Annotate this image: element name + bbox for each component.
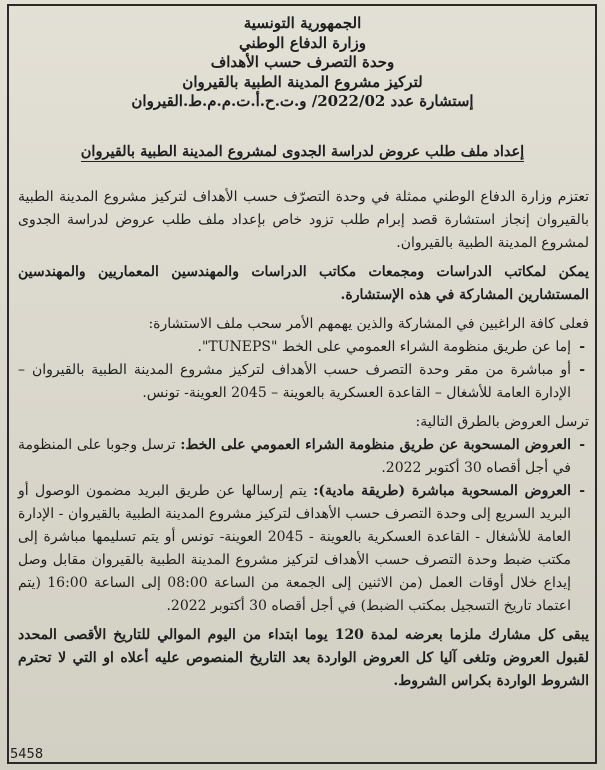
send-list xyxy=(18,434,589,618)
send-intro: ترسل العروض بالطرق التالية: xyxy=(415,414,589,430)
withdraw-list xyxy=(18,336,589,405)
send-item-text: ترسل وجوبا على المنظومة في أجل أقصاه 30 أكتوبر 2022. xyxy=(18,437,571,476)
header-consultation-number: إستشارة عدد 2022/02/ و.ت.ح.أ.ت.م.م.ط.القيروان xyxy=(131,92,474,110)
intro-paragraph: تعتزم وزارة الدفاع الوطني ممثلة في وحدة التصرّف حسب الأهداف لتركيز مشروع المدينة الطبية بالقيروان إنجاز استشارة قصد إبرام طلب تزود خاص بإعداد ملف طلب عروض لدراسة الجدوى لمشروع المدينة الطبية بالقيروان. xyxy=(18,189,589,251)
withdraw-item: - إما عن طريق منظومة الشراء العمومي على الخط "TUNEPS". xyxy=(18,336,571,359)
notice-body xyxy=(18,186,589,693)
notice-title xyxy=(0,143,605,160)
issuer-header xyxy=(0,14,605,112)
header-unit: وحدة التصرف حسب الأهداف xyxy=(210,53,395,71)
eligibility-paragraph: يمكن لمكاتب الدراسات ومجمعات مكاتب الدراسات والمهندسين المعماريين والمهندسين المستشارين المشاركة في هذه الإستشارة. xyxy=(18,264,589,303)
send-item-heading: العروض المسحوبة مباشرة (طريقة مادية): xyxy=(313,483,571,499)
send-item xyxy=(18,434,571,480)
send-item xyxy=(18,480,571,618)
header-project: لتركيز مشروع المدينة الطبية بالقيروان xyxy=(182,72,423,91)
send-item-text: يتم إرسالها عن طريق البريد مضمون الوصول أو البريد السريع إلى وحدة التصرف حسب الأهداف لتركيز مشروع المدينة الطبية بالقيروان - الإدارة العامة للأشغال - القاعدة العسكرية بالعوينة - 2045 العوينة- تونس أو يتم تسليمها مباشرة إلى مكتب ضبط وحدة التصرف حسب الأهداف لتركيز مشروع المدينة الطبية بالقيروان مقابل وصل إيداع خلال أوقات العمل (من الاثنين إلى الجمعة من الساعة 08:00 إلى الساعة 16:00 (يتم اعتماد تاريخ التسجيل بمكتب الضبط) في أجل أقصاه 30 أكتوبر 2022. xyxy=(18,483,571,614)
closing-paragraph: يبقى كل مشارك ملزما بعرضه لمدة 120 يوما ابتداء من اليوم الموالي للتاريخ الأقصى المحدد لقبول العروض وتلغى آليا كل العروض الواردة بعد التاريخ المنصوص عليه أعلاه او التي لا تحترم الشروط الواردة بكراس الشروط. xyxy=(18,627,589,689)
reference-number: 5458 xyxy=(10,747,44,762)
header-ministry: وزارة الدفاع الوطني xyxy=(239,33,366,52)
notice-title-text: إعداد ملف طلب عروض لدراسة الجدوى لمشروع المدينة الطبية بالقيروان xyxy=(80,143,525,160)
header-country: الجمهورية التونسية xyxy=(243,14,362,32)
withdraw-item: - أو مباشرة من مقر وحدة التصرف حسب الأهداف لتركيز مشروع المدينة الطبية بالقيروان – الإدارة العامة للأشغال – القاعدة العسكرية بالعوينة – 2045 العوينة- تونس. xyxy=(18,359,571,405)
send-item-heading: العروض المسحوبة عن طريق منظومة الشراء العمومي على الخط: xyxy=(180,437,572,453)
withdraw-intro: فعلى كافة الراغبين في المشاركة والذين يهمهم الأمر سحب ملف الاستشارة: xyxy=(148,316,589,332)
